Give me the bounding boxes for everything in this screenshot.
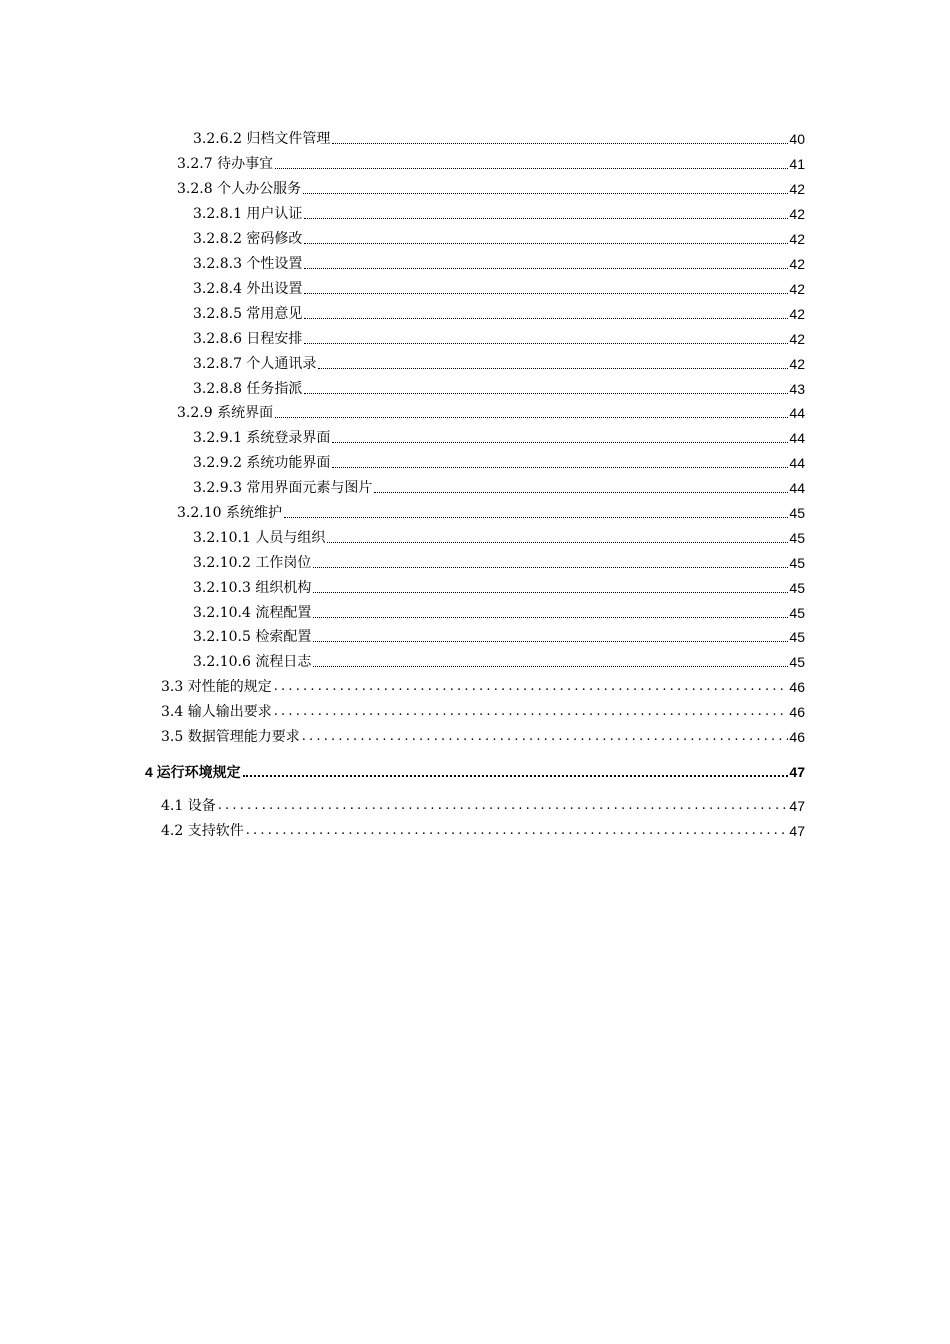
toc-entry[interactable] (193, 276, 805, 298)
dot-leader (304, 243, 788, 244)
toc-entry-page: 42 (789, 256, 805, 272)
toc-entry-page: 46 (789, 704, 805, 720)
toc-entry[interactable] (193, 649, 805, 671)
toc-entry-title: 4 运行环境规定 (145, 764, 241, 780)
toc-entry-page: 45 (789, 580, 805, 596)
toc-entry-title: 3.2.8.7 个人通讯录 (193, 356, 317, 372)
dot-leader (374, 492, 788, 493)
dot-leader (327, 542, 788, 543)
dot-leader (313, 617, 788, 618)
toc-entry-title: 3.5 数据管理能力要求 (161, 729, 300, 745)
dot-leader (303, 193, 788, 194)
toc-entry[interactable] (161, 724, 805, 746)
toc-entry-page: 42 (789, 306, 805, 322)
toc-entry-title: 3.2.8.6 日程安排 (193, 331, 303, 347)
toc-entry[interactable] (193, 126, 805, 148)
toc-entry[interactable] (193, 575, 805, 597)
toc-entry-page: 46 (789, 679, 805, 695)
toc-entry-title: 3.2.10.5 检索配置 (193, 629, 312, 645)
toc-entry-page: 42 (789, 231, 805, 247)
toc-entry[interactable] (177, 400, 805, 422)
toc-entry-title: 3.2.8.3 个性设置 (193, 256, 303, 272)
toc-entry[interactable] (193, 450, 805, 472)
toc-entry-page: 43 (789, 381, 805, 397)
toc-entry-title: 3.2.8.1 用户认证 (193, 206, 303, 222)
toc-entry[interactable] (193, 251, 805, 273)
dot-leader (313, 567, 788, 568)
toc-entry[interactable] (177, 151, 805, 173)
toc-entry-title: 3.2.8 个人办公服务 (177, 181, 302, 197)
toc-chapter-entry[interactable] (145, 759, 805, 781)
toc-entry[interactable] (161, 674, 805, 696)
dot-leader (332, 442, 788, 443)
dot-leader (304, 318, 788, 319)
toc-entry-page: 47 (789, 764, 805, 780)
dot-leader (218, 797, 789, 815)
toc-entry-title: 3.2.10.2 工作岗位 (193, 555, 312, 571)
toc-entry-title: 3.2.9.3 常用界面元素与图片 (193, 480, 373, 496)
dot-leader (313, 666, 788, 667)
toc-entry-title: 3.2.8.2 密码修改 (193, 231, 303, 247)
toc-entry-title: 3.2.10 系统维护 (177, 505, 282, 521)
toc-entry-page: 44 (789, 455, 805, 471)
toc-entry[interactable] (193, 624, 805, 646)
toc-entry-page: 42 (789, 206, 805, 222)
toc-entry-page: 45 (789, 605, 805, 621)
toc-entry-title: 3.2.6.2 归档文件管理 (193, 131, 331, 147)
dot-leader (275, 417, 788, 418)
toc-entry-page: 45 (789, 555, 805, 571)
dot-leader (332, 143, 788, 144)
toc-entry-page: 44 (789, 480, 805, 496)
toc-entry[interactable] (193, 600, 805, 622)
dot-leader (318, 368, 788, 369)
toc-entry[interactable] (193, 326, 805, 348)
toc-entry-title: 3.2.8.4 外出设置 (193, 281, 303, 297)
toc-entry-title: 3.3 对性能的规定 (161, 679, 272, 695)
dot-leader (332, 467, 788, 468)
toc-entry[interactable] (161, 818, 805, 840)
dot-leader (304, 343, 788, 344)
toc-entry-page: 42 (789, 181, 805, 197)
toc-entry[interactable] (193, 475, 805, 497)
toc-entry-page: 46 (789, 729, 805, 745)
toc-entry-page: 45 (789, 530, 805, 546)
dot-leader (304, 218, 788, 219)
toc-entry-title: 3.2.10.4 流程配置 (193, 605, 312, 621)
toc-entry[interactable] (177, 500, 805, 522)
toc-entry-title: 3.2.7 待办事宜 (177, 156, 274, 172)
toc-entry-title: 3.2.8.5 常用意见 (193, 306, 303, 322)
toc-entry[interactable] (193, 201, 805, 223)
toc-entry-page: 47 (789, 798, 805, 814)
toc-entry[interactable] (193, 226, 805, 248)
toc-entry-title: 3.4 输人输出要求 (161, 704, 272, 720)
toc-entry-page: 40 (789, 131, 805, 147)
toc-entry-page: 44 (789, 430, 805, 446)
toc-entry-title: 3.2.10.6 流程日志 (193, 654, 312, 670)
toc-entry[interactable] (193, 301, 805, 323)
toc-entry-page: 41 (789, 156, 805, 172)
toc-entry-page: 42 (789, 331, 805, 347)
dot-leader (313, 592, 788, 593)
dot-leader (246, 822, 789, 840)
dot-leader (275, 168, 788, 169)
toc-entry[interactable] (193, 550, 805, 572)
dot-leader (302, 728, 789, 746)
toc-entry[interactable] (177, 176, 805, 198)
dot-leader (243, 775, 789, 777)
dot-leader (274, 703, 789, 721)
toc-entry-title: 3.2.8.8 任务指派 (193, 381, 303, 397)
dot-leader (304, 293, 788, 294)
toc-entry[interactable] (193, 351, 805, 373)
dot-leader (304, 268, 788, 269)
toc-entry-title: 3.2.9.2 系统功能界面 (193, 455, 331, 471)
toc-entry-page: 44 (789, 405, 805, 421)
toc-entry-title: 4.2 支持软件 (161, 823, 244, 839)
toc-entry-title: 3.2.10.3 组织机构 (193, 580, 312, 596)
toc-entry[interactable] (193, 425, 805, 447)
toc-entry-title: 4.1 设备 (161, 798, 216, 814)
toc-entry-page: 42 (789, 281, 805, 297)
toc-entry-page: 47 (789, 823, 805, 839)
toc-entry[interactable] (193, 376, 805, 398)
toc-entry-title: 3.2.9 系统界面 (177, 405, 274, 421)
dot-leader (313, 641, 788, 642)
dot-leader (274, 678, 789, 696)
toc-entry-title: 3.2.10.1 人员与组织 (193, 530, 326, 546)
dot-leader (284, 517, 788, 518)
toc-entry[interactable] (193, 525, 805, 547)
toc-entry[interactable] (161, 699, 805, 721)
dot-leader (304, 393, 788, 394)
toc-entry-page: 45 (789, 654, 805, 670)
toc-entry-page: 45 (789, 629, 805, 645)
toc-entry-title: 3.2.9.1 系统登录界面 (193, 430, 331, 446)
toc-entry-page: 42 (789, 356, 805, 372)
toc-entry[interactable] (161, 793, 805, 815)
toc-entry-page: 45 (789, 505, 805, 521)
